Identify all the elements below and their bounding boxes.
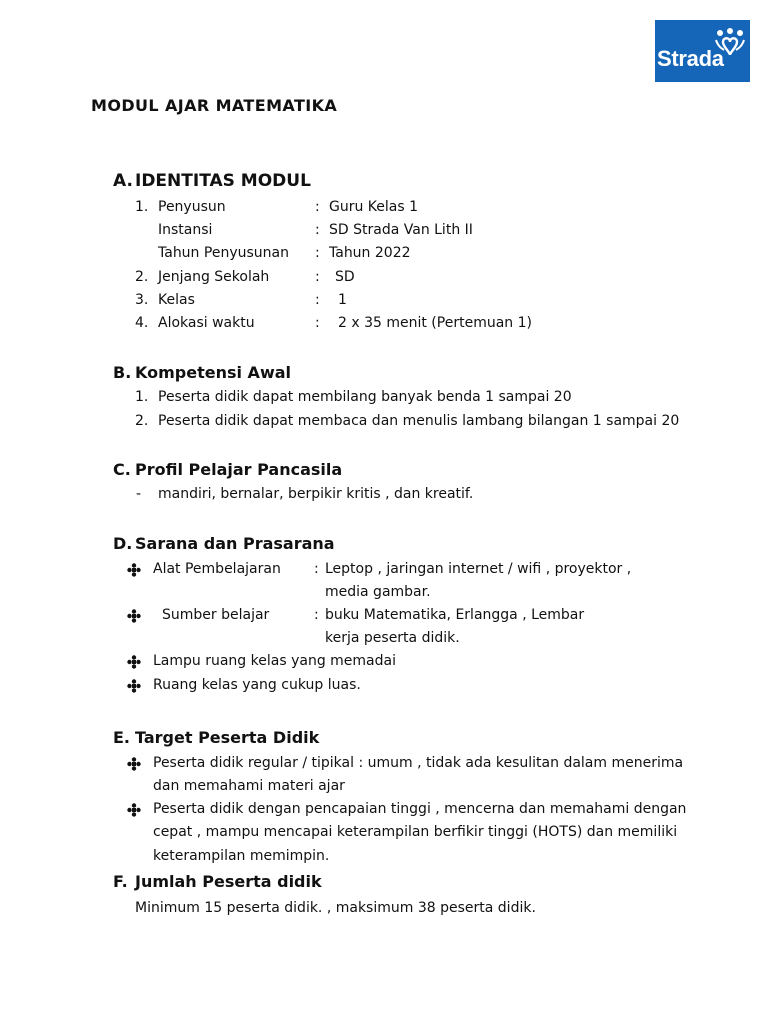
diamond-bullet-icon (127, 679, 141, 693)
strada-logo (655, 20, 750, 82)
list-number: 1. (135, 389, 149, 405)
section-c-heading (113, 460, 342, 479)
field-value-sumber-cont: kerja peserta didik. (325, 630, 460, 646)
section-d-letter: D. (113, 534, 133, 553)
list-item-cont: keterampilan memimpin. (153, 848, 330, 864)
field-label-tahun: Tahun Penyusunan (158, 245, 289, 261)
diamond-bullet-icon (127, 609, 141, 623)
field-colon: : (315, 292, 320, 308)
list-item: Peserta didik dapat membilang banyak benda 1 sampai 20 (158, 389, 572, 405)
section-d-heading (113, 534, 335, 553)
field-value-alat-cont: media gambar. (325, 584, 431, 600)
section-f-letter: F. (113, 872, 128, 891)
section-c-letter: C. (113, 460, 131, 479)
list-number: 2. (135, 269, 149, 285)
list-number: 4. (135, 315, 149, 331)
field-value-jenjang: SD (335, 269, 355, 285)
section-f-title: Jumlah Peserta didik (135, 872, 322, 891)
field-colon: : (315, 315, 320, 331)
field-colon: : (315, 269, 320, 285)
field-label-alokasi: Alokasi waktu (158, 315, 255, 331)
field-value-kelas: 1 (338, 292, 347, 308)
field-label-kelas: Kelas (158, 292, 195, 308)
list-number: 1. (135, 199, 149, 215)
field-label-sumber: Sumber belajar (162, 607, 270, 623)
field-colon: : (314, 607, 319, 623)
diamond-bullet-icon (127, 563, 141, 577)
list-number: 3. (135, 292, 149, 308)
field-label-penyusun: Penyusun (158, 199, 226, 215)
field-colon: : (315, 245, 320, 261)
section-a-heading (113, 171, 311, 191)
field-label-alat: Alat Pembelajaran (153, 561, 281, 577)
dash-bullet: - (136, 486, 142, 502)
document-title: MODUL AJAR MATEMATIKA (91, 96, 338, 115)
list-item: Lampu ruang kelas yang memadai (153, 653, 396, 669)
diamond-bullet-icon (127, 655, 141, 669)
list-item: Peserta didik regular / tipikal : umum , tidak ada kesulitan dalam menerima (153, 755, 684, 771)
list-number: 2. (135, 413, 149, 429)
list-item-cont: cepat , mampu mencapai keterampilan berfikir tinggi (HOTS) dan memiliki (153, 824, 678, 840)
field-value-alat: Leptop , jaringan internet / wifi , proyektor , (325, 561, 632, 577)
section-f-heading (113, 872, 322, 891)
section-c-title: Profil Pelajar Pancasila (135, 460, 343, 479)
list-item: Ruang kelas yang cukup luas. (153, 677, 361, 693)
section-b-heading (113, 363, 291, 382)
field-colon: : (315, 222, 320, 238)
people-heart-icon (713, 28, 747, 58)
field-colon: : (315, 199, 320, 215)
field-value-sumber: buku Matematika, Erlangga , Lembar (325, 607, 585, 623)
section-e-letter: E. (113, 728, 131, 747)
paragraph: Minimum 15 peserta didik. , maksimum 38 peserta didik. (135, 900, 536, 916)
section-e-heading (113, 728, 319, 747)
logo-text: Strada (657, 46, 724, 71)
section-b-title: Kompetensi Awal (135, 363, 291, 382)
list-item-cont: dan memahami materi ajar (153, 778, 345, 794)
section-b-letter: B. (113, 363, 132, 382)
list-item: Peserta didik dapat membaca dan menulis lambang bilangan 1 sampai 20 (158, 413, 680, 429)
field-label-jenjang: Jenjang Sekolah (158, 269, 270, 285)
field-value-alokasi: 2 x 35 menit (Pertemuan 1) (338, 315, 532, 331)
diamond-bullet-icon (127, 757, 141, 771)
section-a-title: IDENTITAS MODUL (135, 171, 311, 191)
field-value-penyusun: Guru Kelas 1 (329, 199, 419, 215)
list-item: Peserta didik dengan pencapaian tinggi , mencerna dan memahami dengan (153, 801, 687, 817)
diamond-bullet-icon (127, 803, 141, 817)
field-value-instansi: SD Strada Van Lith II (329, 222, 473, 238)
section-e-title: Target Peserta Didik (135, 728, 320, 747)
field-value-tahun: Tahun 2022 (329, 245, 411, 261)
field-colon: : (314, 561, 319, 577)
field-label-instansi: Instansi (158, 222, 213, 238)
list-item: mandiri, bernalar, berpikir kritis , dan kreatif. (158, 486, 474, 502)
section-d-title: Sarana dan Prasarana (135, 534, 335, 553)
section-a-letter: A. (113, 171, 133, 191)
